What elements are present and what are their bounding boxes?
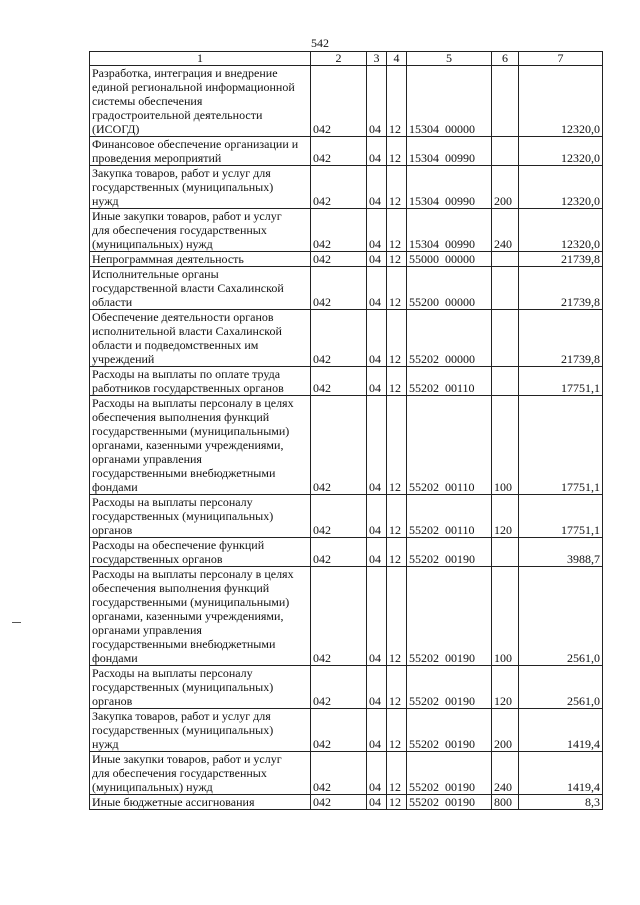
- table-row: [90, 252, 603, 267]
- target-article-code: 55000 00000: [407, 252, 492, 267]
- target-article-code: 55202 00190: [407, 666, 492, 709]
- expense-type-code: [492, 310, 519, 367]
- amount: 1419,4: [519, 709, 603, 752]
- header-col-6: 6: [492, 52, 519, 66]
- table-row: [90, 752, 603, 795]
- subsection-code: 12: [387, 252, 407, 267]
- admin-code: 042: [311, 310, 367, 367]
- expense-type-code: [492, 267, 519, 310]
- admin-code: 042: [311, 666, 367, 709]
- expense-type-code: [492, 66, 519, 137]
- table-row: [90, 396, 603, 495]
- admin-code: 042: [311, 252, 367, 267]
- section-code: 04: [367, 495, 387, 538]
- row-name: Финансовое обеспечение организации и проведения мероприятий: [90, 137, 311, 166]
- row-name: Расходы на выплаты персоналу государственных (муниципальных) органов: [90, 666, 311, 709]
- subsection-code: 12: [387, 709, 407, 752]
- amount: 21739,8: [519, 267, 603, 310]
- header-col-2: 2: [311, 52, 367, 66]
- expense-type-code: 240: [492, 209, 519, 252]
- section-code: 04: [367, 252, 387, 267]
- row-name: Непрограммная деятельность: [90, 252, 311, 267]
- section-code: 04: [367, 166, 387, 209]
- table-row: [90, 267, 603, 310]
- row-name: Закупка товаров, работ и услуг для государственных (муниципальных) нужд: [90, 166, 311, 209]
- row-name: Закупка товаров, работ и услуг для государственных (муниципальных) нужд: [90, 709, 311, 752]
- admin-code: 042: [311, 267, 367, 310]
- target-article-code: 55202 00110: [407, 396, 492, 495]
- header-col-1: 1: [90, 52, 311, 66]
- header-col-4: 4: [387, 52, 407, 66]
- table-row: [90, 310, 603, 367]
- section-code: 04: [367, 267, 387, 310]
- table-row: [90, 209, 603, 252]
- row-name: Расходы на выплаты по оплате труда работников государственных органов: [90, 367, 311, 396]
- row-name: Иные закупки товаров, работ и услуг для обеспечения государственных (муниципальных) нужд: [90, 209, 311, 252]
- expense-type-code: 800: [492, 795, 519, 810]
- expense-type-code: 200: [492, 709, 519, 752]
- target-article-code: 55202 00190: [407, 709, 492, 752]
- target-article-code: 55202 00110: [407, 495, 492, 538]
- amount: 1419,4: [519, 752, 603, 795]
- admin-code: 042: [311, 367, 367, 396]
- section-code: 04: [367, 666, 387, 709]
- table-row: [90, 709, 603, 752]
- row-name: Расходы на выплаты персоналу в целях обеспечения выполнения функций государственными (муниципальными) органами, казенными учреждениями, органами управления государственными внебюджетными фондами: [90, 396, 311, 495]
- admin-code: 042: [311, 709, 367, 752]
- target-article-code: 15304 00990: [407, 166, 492, 209]
- section-code: 04: [367, 367, 387, 396]
- subsection-code: 12: [387, 166, 407, 209]
- subsection-code: 12: [387, 267, 407, 310]
- admin-code: 042: [311, 567, 367, 666]
- target-article-code: 55202 00190: [407, 752, 492, 795]
- amount: 17751,1: [519, 396, 603, 495]
- expense-type-code: [492, 252, 519, 267]
- amount: 12320,0: [519, 166, 603, 209]
- section-code: 04: [367, 137, 387, 166]
- row-name: Обеспечение деятельности органов исполнительной власти Сахалинской области и подведомственных им учреждений: [90, 310, 311, 367]
- row-name: Расходы на выплаты персоналу государственных (муниципальных) органов: [90, 495, 311, 538]
- admin-code: 042: [311, 66, 367, 137]
- row-name: Разработка, интеграция и внедрение единой региональной информационной системы обеспечения градостроительной деятельности (ИСОГД): [90, 66, 311, 137]
- section-code: 04: [367, 538, 387, 567]
- subsection-code: 12: [387, 209, 407, 252]
- expense-type-code: [492, 137, 519, 166]
- target-article-code: 55200 00000: [407, 267, 492, 310]
- table-row: [90, 538, 603, 567]
- admin-code: 042: [311, 137, 367, 166]
- expense-type-code: [492, 538, 519, 567]
- admin-code: 042: [311, 538, 367, 567]
- table-row: [90, 666, 603, 709]
- section-code: 04: [367, 396, 387, 495]
- amount: 12320,0: [519, 209, 603, 252]
- section-code: 04: [367, 310, 387, 367]
- header-col-7: 7: [519, 52, 603, 66]
- expense-type-code: 100: [492, 396, 519, 495]
- margin-mark: [12, 622, 21, 623]
- amount: 3988,7: [519, 538, 603, 567]
- section-code: 04: [367, 752, 387, 795]
- amount: 2561,0: [519, 567, 603, 666]
- table-row: [90, 795, 603, 810]
- section-code: 04: [367, 209, 387, 252]
- admin-code: 042: [311, 396, 367, 495]
- target-article-code: 55202 00190: [407, 795, 492, 810]
- expense-type-code: 120: [492, 666, 519, 709]
- target-article-code: 55202 00190: [407, 567, 492, 666]
- table-row: [90, 66, 603, 137]
- section-code: 04: [367, 709, 387, 752]
- admin-code: 042: [311, 166, 367, 209]
- amount: 12320,0: [519, 66, 603, 137]
- section-code: 04: [367, 795, 387, 810]
- subsection-code: 12: [387, 538, 407, 567]
- expense-type-code: 120: [492, 495, 519, 538]
- admin-code: 042: [311, 209, 367, 252]
- amount: 8,3: [519, 795, 603, 810]
- section-code: 04: [367, 66, 387, 137]
- table-body: [90, 66, 603, 810]
- admin-code: 042: [311, 795, 367, 810]
- expense-type-code: 240: [492, 752, 519, 795]
- subsection-code: 12: [387, 367, 407, 396]
- expense-type-code: 200: [492, 166, 519, 209]
- target-article-code: 15304 00990: [407, 209, 492, 252]
- target-article-code: 15304 00000: [407, 66, 492, 137]
- header-col-5: 5: [407, 52, 492, 66]
- header-row: [90, 52, 603, 66]
- row-name: Иные бюджетные ассигнования: [90, 795, 311, 810]
- amount: 21739,8: [519, 310, 603, 367]
- subsection-code: 12: [387, 310, 407, 367]
- row-name: Исполнительные органы государственной власти Сахалинской области: [90, 267, 311, 310]
- table-row: [90, 495, 603, 538]
- amount: 21739,8: [519, 252, 603, 267]
- subsection-code: 12: [387, 666, 407, 709]
- table-row: [90, 166, 603, 209]
- expense-type-code: 100: [492, 567, 519, 666]
- table-row: [90, 137, 603, 166]
- amount: 17751,1: [519, 367, 603, 396]
- target-article-code: 55202 00000: [407, 310, 492, 367]
- amount: 2561,0: [519, 666, 603, 709]
- section-code: 04: [367, 567, 387, 666]
- admin-code: 042: [311, 752, 367, 795]
- subsection-code: 12: [387, 567, 407, 666]
- subsection-code: 12: [387, 752, 407, 795]
- row-name: Расходы на обеспечение функций государственных органов: [90, 538, 311, 567]
- row-name: Расходы на выплаты персоналу в целях обеспечения выполнения функций государственными (муниципальными) органами, казенными учреждениями, органами управления государственными внебюджетными фондами: [90, 567, 311, 666]
- expense-type-code: [492, 367, 519, 396]
- subsection-code: 12: [387, 396, 407, 495]
- table-row: [90, 367, 603, 396]
- subsection-code: 12: [387, 66, 407, 137]
- table-row: [90, 567, 603, 666]
- amount: 17751,1: [519, 495, 603, 538]
- admin-code: 042: [311, 495, 367, 538]
- budget-table: [89, 51, 603, 810]
- row-name: Иные закупки товаров, работ и услуг для обеспечения государственных (муниципальных) нужд: [90, 752, 311, 795]
- subsection-code: 12: [387, 495, 407, 538]
- subsection-code: 12: [387, 795, 407, 810]
- page-number: 542: [311, 36, 329, 50]
- amount: 12320,0: [519, 137, 603, 166]
- target-article-code: 55202 00110: [407, 367, 492, 396]
- subsection-code: 12: [387, 137, 407, 166]
- target-article-code: 55202 00190: [407, 538, 492, 567]
- header-col-3: 3: [367, 52, 387, 66]
- target-article-code: 15304 00990: [407, 137, 492, 166]
